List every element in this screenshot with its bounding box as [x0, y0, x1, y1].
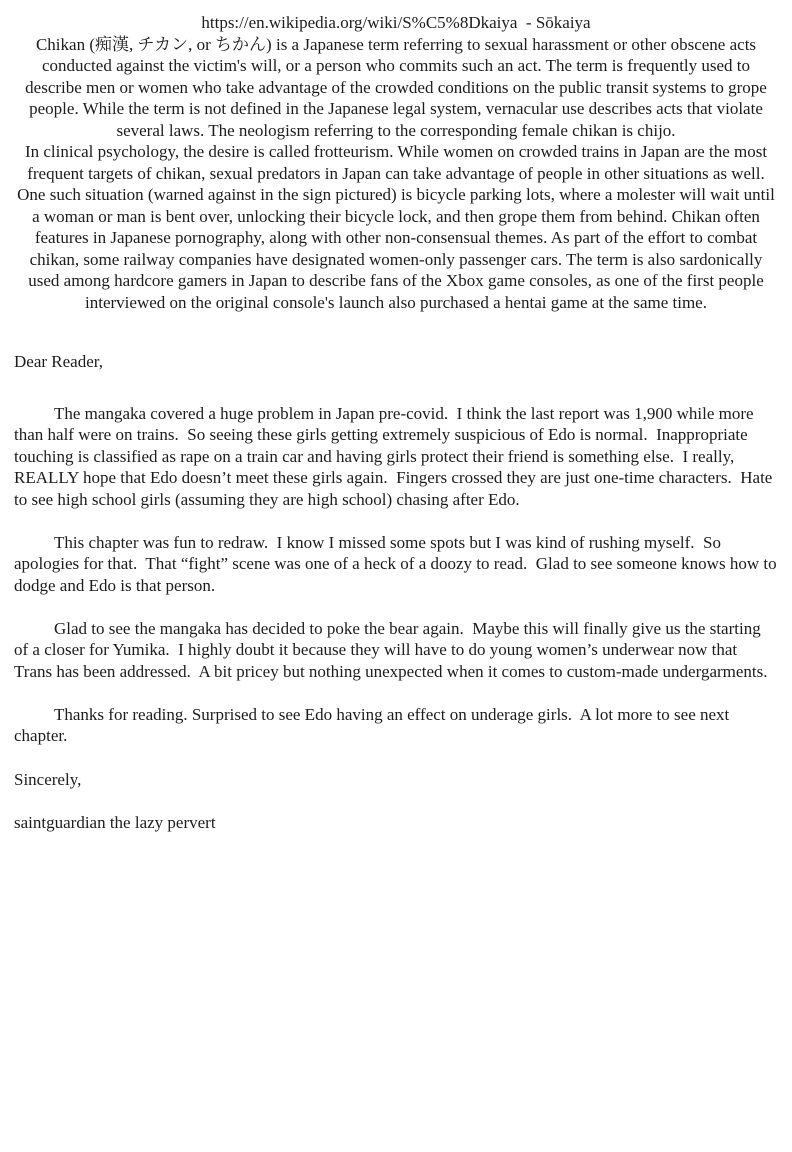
letter-paragraph-4: Thanks for reading. Surprised to see Edo having an effect on underage girls. A lot more to see next chapter.	[14, 704, 734, 745]
source-url-line: https://en.wikipedia.org/wiki/S%C5%8Dkaiya - Sōkaiya	[201, 13, 591, 32]
letter-signature: saintguardian the lazy pervert	[14, 813, 216, 832]
letter-paragraph-3: Glad to see the mangaka has decided to poke the bear again. Maybe this will finally give us the starting of a closer for Yumika. I highly doubt it because they will have to do young women’s underwear now that Trans has been addressed. A bit pricey but nothing unexpected when it comes to custom-made undergarments.	[14, 618, 768, 681]
reader-letter	[14, 351, 781, 834]
letter-paragraph-2: This chapter was fun to redraw. I know I missed some spots but I was kind of rushing myself. So apologies for that. That “fight” scene was one of a heck of a doozy to read. Glad to see someone knows how to dodge and Edo is that person.	[14, 532, 781, 595]
excerpt-paragraph-clinical-psychology: In clinical psychology, the desire is called frotteurism. While women on crowded trains in Japan are the most frequent targets of chikan, sexual predators in Japan can take advantage of people in other situations as well. One such situation (warned against in the sign pictured) is bicycle parking lots, where a molester will wait until a woman or man is bent over, unlocking their bicycle lock, and then grope them from behind. Chikan often features in Japanese pornography, along with other non-consensual themes. As part of the effort to combat chikan, some railway companies have designated women-only passenger cars. The term is also sardonically used among hardcore gamers in Japan to describe fans of the Xbox game consoles, as one of the first people interviewed on the original console's launch also purchased a hentai game at the same time.	[17, 142, 780, 312]
letter-paragraph-1: The mangaka covered a huge problem in Japan pre-covid. I think the last report was 1,900 while more than half were on trains. So seeing these girls getting extremely suspicious of Edo is normal. Inappropriate touching is classified as rape on a train car and having girls protect their friend is something else. I really, REALLY hope that Edo doesn’t meet these girls again. Fingers crossed they are just one-time characters. Hate to see high school girls (assuming they are high school) chasing after Edo.	[14, 403, 777, 509]
wiki-excerpt-block	[14, 12, 778, 313]
letter-closing: Sincerely,	[14, 769, 82, 789]
letter-salutation: Dear Reader,	[14, 352, 103, 371]
excerpt-paragraph-chikan-definition: Chikan (痴漢, チカン, or ちかん) is a Japanese term referring to sexual harassment or other obscene acts conducted against the victim's will, or a person who commits such an act. The term is frequently used to describe men or women who take advantage of the crowded conditions on the public transit systems to grope people. While the term is not defined in the Japanese legal system, vernacular use describes acts that violate several laws. The neologism referring to the corresponding female chikan is chijo.	[25, 34, 772, 140]
